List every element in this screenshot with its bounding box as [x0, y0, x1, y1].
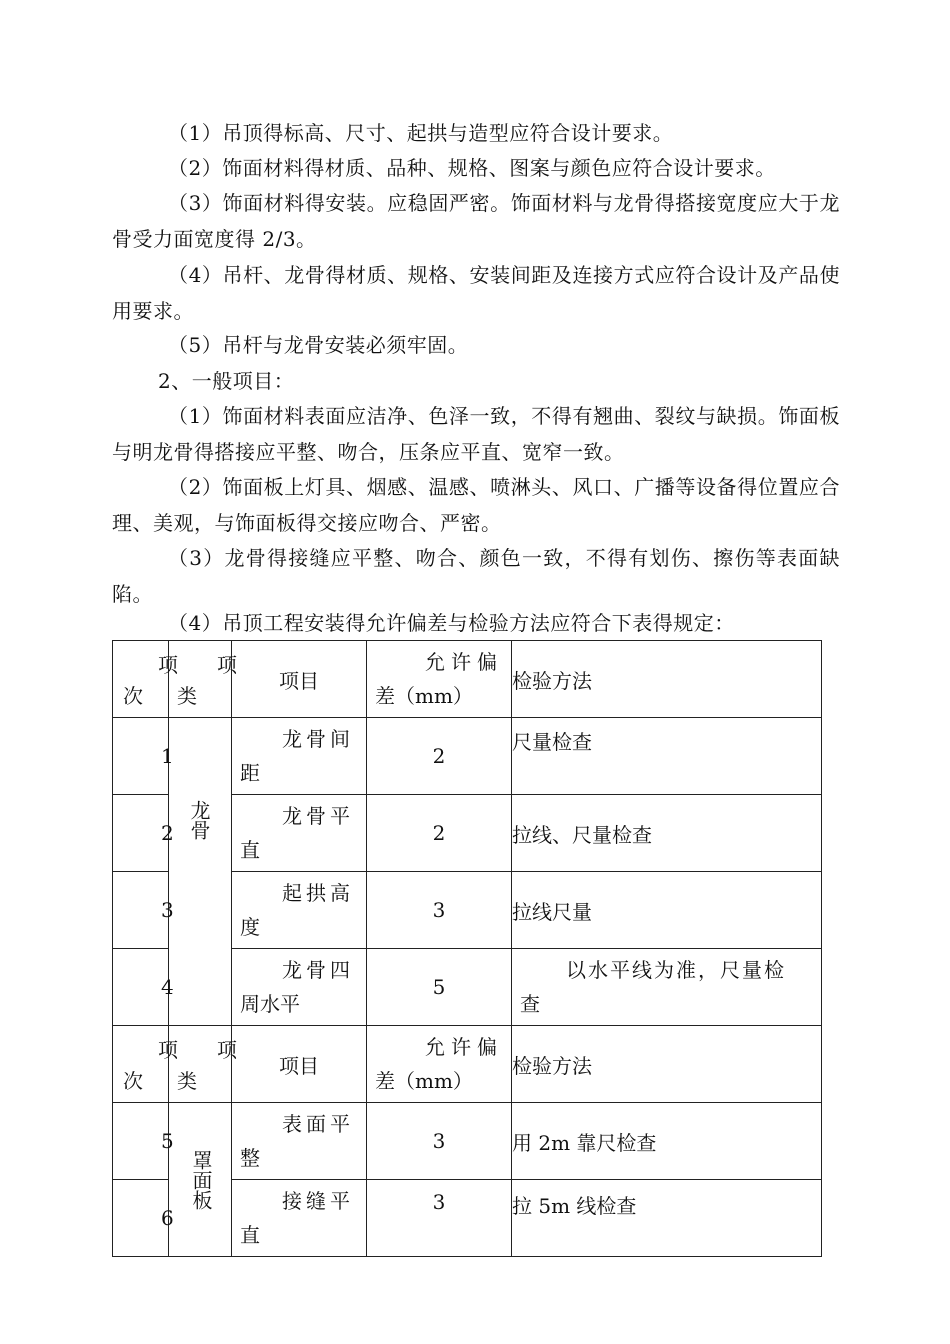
header-index-top: 项: [158, 1038, 178, 1062]
method-text: 拉线、尺量检查: [512, 795, 822, 872]
row-index: 5: [161, 1129, 174, 1153]
header-category-top: 项: [217, 1038, 237, 1062]
item-line-1: 龙骨间: [282, 727, 354, 751]
item-cell: [232, 949, 367, 1026]
item-line-2: 周水平: [240, 992, 300, 1016]
category-label: 龙骨: [187, 799, 211, 840]
item-cell: [232, 718, 367, 795]
section-heading: 2、一般项目：: [158, 369, 295, 393]
header-tolerance-bottom: 差（mm）: [375, 684, 473, 708]
method-cell: [512, 949, 822, 1026]
method-text: 用 2m 靠尺检查: [512, 1103, 822, 1180]
tolerance-value: 3: [367, 1103, 512, 1180]
item-cell: [232, 872, 367, 949]
header-method: 检验方法: [512, 641, 822, 718]
header-tolerance-cell: [367, 1026, 512, 1103]
header-index-cell: [113, 641, 178, 718]
paragraph-2: （2）饰面材料得材质、品种、规格、图案与颜色应符合设计要求。: [168, 156, 776, 180]
row-index-cell: [113, 718, 174, 795]
row-index: 6: [161, 1205, 174, 1230]
table-row: [113, 718, 822, 795]
row-index: 4: [161, 975, 174, 999]
tolerance-value: 5: [367, 949, 512, 1026]
paragraph-1: （1）吊顶得标高、尺寸、起拱与造型应符合设计要求。: [168, 121, 674, 145]
header-item: 项目: [232, 1026, 367, 1103]
header-index-bottom: 次: [123, 684, 143, 708]
paragraph-8: （2）饰面板上灯具、烟感、温感、喷淋头、风口、广播等设备得位置应合理、美观，与饰面板得交接应吻合、严密。: [112, 475, 840, 535]
row-index-cell: [113, 795, 174, 872]
table-header-row: [113, 641, 822, 718]
table-header-row-repeat: [113, 1026, 822, 1103]
paragraph-9: （3）龙骨得接缝应平整、吻合、颜色一致，不得有划伤、擦伤等表面缺陷。: [112, 546, 840, 606]
tolerance-value: 2: [367, 718, 512, 795]
header-tolerance-bottom: 差（mm）: [375, 1069, 473, 1093]
row-index-cell: [113, 949, 174, 1026]
header-category-top: 项: [217, 653, 237, 677]
row-index: 2: [161, 821, 174, 845]
item-cell: [232, 1103, 367, 1180]
header-index-bottom: 次: [123, 1069, 143, 1093]
paragraph-10: （4）吊顶工程安装得允许偏差与检验方法应符合下表得规定：: [168, 611, 735, 635]
row-index-cell: [113, 1180, 174, 1257]
category-cell: [169, 1103, 232, 1257]
method-text: 尺量检查: [512, 718, 822, 795]
header-tolerance-cell: [367, 641, 512, 718]
header-tolerance-top: 允许偏: [425, 1035, 503, 1059]
paragraph-7: （1）饰面材料表面应洁净、色泽一致，不得有翘曲、裂纹与缺损。饰面板与明龙骨得搭接应平整、吻合，压条应平直、宽窄一致。: [112, 404, 840, 464]
header-category-cell: [169, 641, 237, 718]
header-item: 项目: [232, 641, 367, 718]
item-line-1: 接缝平: [282, 1189, 354, 1213]
category-label: 罩面板: [189, 1149, 213, 1210]
paragraph-5: （5）吊杆与龙骨安装必须牢固。: [168, 333, 469, 357]
row-index: 1: [161, 744, 174, 768]
item-line-1: 起拱高: [282, 881, 354, 905]
tolerance-value: 2: [367, 795, 512, 872]
method-line-2: 查: [520, 992, 540, 1016]
category-cell: [169, 718, 232, 1026]
item-line-2: 度: [240, 915, 260, 939]
header-index-top: 项: [158, 653, 178, 677]
item-line-1: 龙骨四: [282, 958, 354, 982]
header-method: 检验方法: [512, 1026, 822, 1103]
method-line-1: 以水平线为准，尺量检: [566, 958, 786, 982]
table-row: [113, 1103, 822, 1180]
paragraph-4: （4）吊杆、龙骨得材质、规格、安装间距及连接方式应符合设计及产品使用要求。: [112, 263, 840, 323]
item-line-2: 整: [240, 1146, 260, 1170]
method-text: 拉线尺量: [512, 872, 822, 949]
paragraph-3: （3）饰面材料得安装。应稳固严密。饰面材料与龙骨得搭接宽度应大于龙骨受力面宽度得 2/3。: [112, 191, 840, 251]
header-category-bottom: 类: [177, 684, 197, 708]
tolerance-value: 3: [367, 872, 512, 949]
header-index-cell: [113, 1026, 178, 1103]
tolerance-table: [112, 640, 822, 1257]
item-line-2: 直: [240, 838, 260, 862]
header-category-bottom: 类: [177, 1069, 197, 1093]
item-line-2: 直: [240, 1223, 260, 1247]
row-index-cell: [113, 872, 174, 949]
item-line-1: 龙骨平: [282, 804, 354, 828]
row-index: 3: [161, 898, 174, 922]
header-category-cell: [169, 1026, 237, 1103]
tolerance-value: 3: [367, 1180, 512, 1257]
row-index-cell: [113, 1103, 174, 1180]
item-cell: [232, 1180, 367, 1257]
header-tolerance-top: 允许偏: [425, 650, 503, 674]
item-cell: [232, 795, 367, 872]
item-line-2: 距: [240, 761, 260, 785]
item-line-1: 表面平: [282, 1112, 354, 1136]
method-text: 拉 5m 线检查: [512, 1180, 822, 1257]
